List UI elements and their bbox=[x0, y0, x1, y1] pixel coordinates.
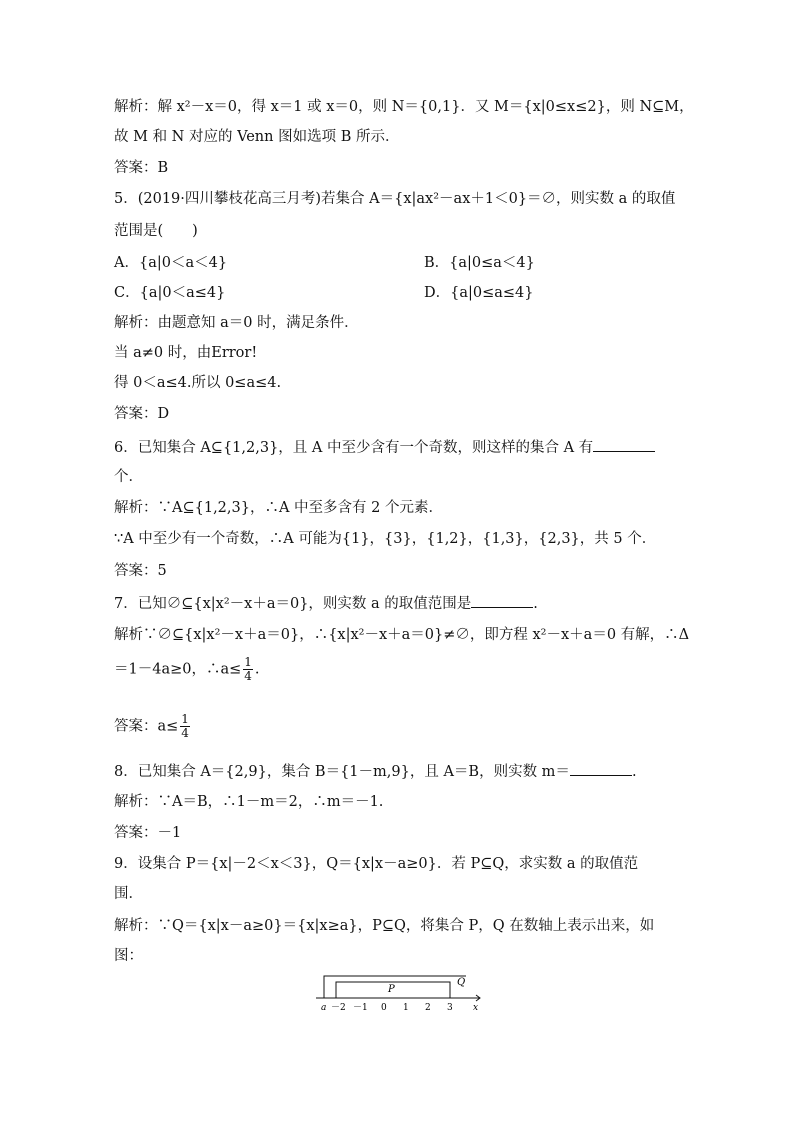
question-5: 5．(2019·四川攀枝花高三月考)若集合 A＝{x|ax²－ax＋1＜0}＝∅，则实数 a 的取值 bbox=[114, 191, 676, 207]
answer-line: 答案：5 bbox=[114, 563, 167, 579]
option-b: B．{a|0≤a＜4} bbox=[424, 255, 535, 271]
period: . bbox=[254, 661, 260, 678]
answer-line: 答案：－1 bbox=[114, 825, 182, 841]
number-line-figure bbox=[310, 970, 490, 1012]
text-line: 个． bbox=[114, 469, 143, 485]
text-line: 解析∵∅⊆{x|x²－x＋a＝0}，∴{x|x²－x＋a＝0}≠∅，即方程 x²－x＋a＝0 有解，∴Δ bbox=[114, 627, 690, 643]
fraction bbox=[243, 656, 253, 683]
question-8 bbox=[114, 761, 637, 782]
text-line: 图： bbox=[114, 948, 143, 964]
option-d: D．{a|0≤a≤4} bbox=[424, 285, 534, 301]
set-q-outline bbox=[324, 976, 466, 998]
period: . bbox=[631, 764, 637, 780]
fraction-denominator: 4 bbox=[181, 726, 189, 740]
answer-line: 答案：B bbox=[114, 160, 169, 176]
tick-label: －2 bbox=[331, 1003, 346, 1012]
text-line: 得 0＜a≤4.所以 0≤a≤4. bbox=[114, 375, 282, 391]
answer-blank bbox=[471, 593, 533, 608]
text-line: 当 a≠0 时，由Error! bbox=[114, 345, 258, 361]
question-6 bbox=[114, 437, 655, 458]
text-segment: ＝1－4a≥0，∴a≤ bbox=[114, 661, 242, 678]
question-7 bbox=[114, 593, 538, 614]
tick-label: 3 bbox=[447, 1003, 453, 1012]
answer-line bbox=[114, 713, 192, 740]
text-line: 围． bbox=[114, 886, 143, 902]
text-line: 解析：∵A＝B，∴1－m＝2，∴m＝－1. bbox=[114, 794, 384, 810]
tick-label: 0 bbox=[381, 1003, 387, 1012]
text-line: 解析：∵Q＝{x|x－a≥0}＝{x|x≥a}，P⊆Q，将集合 P，Q 在数轴上表示出来，如 bbox=[114, 918, 655, 934]
text-line: ∵A 中至少有一个奇数，∴A 可能为{1}，{3}，{1,2}，{1,3}，{2,3}，共 5 个． bbox=[114, 531, 657, 547]
question-text: 8．已知集合 A＝{2,9}，集合 B＝{1－m,9}，且 A＝B，则实数 m＝ bbox=[114, 764, 570, 780]
question-text: 7．已知∅⊆{x|x²－x＋a＝0}，则实数 a 的取值范围是 bbox=[114, 596, 472, 612]
question-9: 9．设集合 P＝{x|－2＜x＜3}，Q＝{x|x－a≥0}．若 P⊆Q，求实数 a 的取值范 bbox=[114, 856, 639, 872]
tick-label: －1 bbox=[353, 1003, 368, 1012]
axis-label: x bbox=[473, 1003, 479, 1012]
set-p-label: P bbox=[388, 984, 395, 995]
question-text: 6．已知集合 A⊆{1,2,3}，且 A 中至少含有一个奇数，则这样的集合 A 有 bbox=[114, 440, 594, 456]
fraction-numerator: 1 bbox=[181, 712, 189, 726]
period: . bbox=[533, 596, 538, 612]
fraction bbox=[180, 713, 190, 740]
answer-blank bbox=[570, 761, 632, 776]
tick-label-a: a bbox=[321, 1003, 327, 1012]
fraction-numerator: 1 bbox=[244, 655, 252, 669]
set-q-label: Q bbox=[457, 977, 466, 988]
text-line: 解析：由题意知 a＝0 时，满足条件． bbox=[114, 315, 359, 331]
answer-line: 答案：D bbox=[114, 406, 170, 422]
answer-blank bbox=[593, 437, 655, 452]
fraction-denominator: 4 bbox=[244, 669, 252, 683]
text-line: 解析：解 x²－x＝0，得 x＝1 或 x＝0，则 N＝{0,1}．又 M＝{x|0≤x≤2}，则 N⊆M， bbox=[114, 99, 694, 115]
text-segment: 答案：a≤ bbox=[114, 718, 179, 735]
text-line: 解析：∵A⊆{1,2,3}，∴A 中至多含有 2 个元素． bbox=[114, 500, 443, 516]
option-a: A．{a|0＜a＜4} bbox=[114, 255, 228, 271]
text-line bbox=[114, 656, 260, 683]
text-line: 故 M 和 N 对应的 Venn 图如选项 B 所示． bbox=[114, 129, 400, 145]
text-line: 范围是( ) bbox=[114, 223, 198, 239]
tick-label: 2 bbox=[425, 1003, 431, 1012]
option-c: C．{a|0＜a≤4} bbox=[114, 285, 226, 301]
tick-label: 1 bbox=[403, 1003, 409, 1012]
